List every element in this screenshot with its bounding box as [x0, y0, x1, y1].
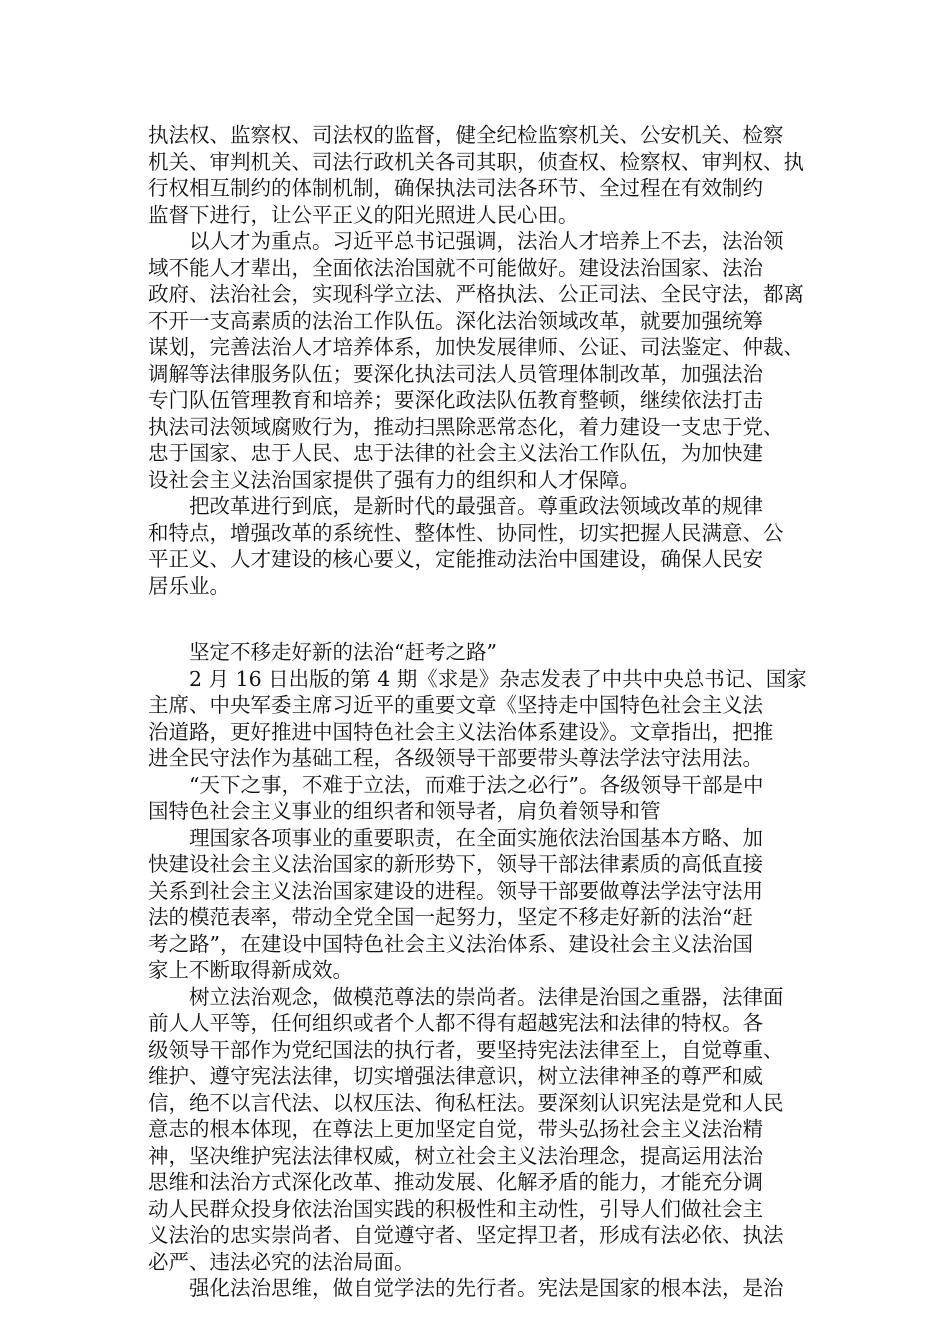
text-line: 思维和法治方式深化改革、推动发展、化解矛盾的能力，才能充分调	[148, 1170, 763, 1194]
text-line: 和特点，增强改革的系统性、整体性、协同性，切实把握人民满意、公	[148, 520, 784, 545]
text-line: 专门队伍管理教育和培养；要深化政法队伍教育整顿，继续依法打击	[148, 388, 763, 412]
text-line: 居乐业。	[148, 573, 230, 598]
text-line: 必严、违法必究的法治局面。	[148, 1249, 415, 1274]
text-line: 把改革进行到底，是新时代的最强音。尊重政法领域改革的规律	[148, 494, 763, 518]
text-line: 2 月 16 日出版的第 4 期《求是》杂志发表了中共中央总书记、国家	[148, 666, 807, 691]
text-line: 进全民守法作为基础工程，各级领导干部要带头尊法学法守法用法。	[148, 746, 763, 770]
text-line: 家上不断取得新成效。	[148, 958, 353, 982]
text-line: 以人才为重点。习近平总书记强调，法治人才培养上不去，法治领	[148, 229, 784, 253]
text-block-2	[148, 666, 807, 1302]
text-line: 神，坚决维护宪法法律权威，树立社会主义法治理念，提高运用法治	[148, 1143, 763, 1168]
text-line: 机关、审判机关、司法行政机关各司其职，侦查权、检察权、审判权、执	[148, 149, 804, 174]
text-line: 强化法治思维，做自觉学法的先行者。宪法是国家的根本法，是治	[148, 1276, 784, 1300]
text-line: 执法权、监察权、司法权的监督，健全纪检监察机关、公安机关、检察	[148, 123, 784, 147]
text-line: 不开一支高素质的法治工作队伍。深化法治领域改革，就要加强统筹	[148, 308, 763, 333]
text-line: 主席、中央军委主席习近平的重要文章《坚持走中国特色社会主义法	[148, 693, 763, 717]
text-line: 维护、遵守宪法法律，切实增强法律意识，树立法律神圣的尊严和威	[148, 1064, 763, 1088]
text-line: 信，绝不以言代法、以权压法、徇私枉法。要深刻认识宪法是党和人民	[148, 1090, 784, 1115]
text-line: 治道路，更好推进中国特色社会主义法治体系建设》。文章指出，把推	[148, 719, 774, 744]
text-line: “天下之事，不难于立法，而难于法之必行”。各级领导干部是中	[148, 772, 764, 797]
text-line: 执法司法领域腐败行为，推动扫黑除恶常态化，着力建设一支忠于党、	[148, 414, 784, 439]
text-line: 意志的根本体现，在尊法上更加坚定自觉，带头弘扬社会主义法治精	[148, 1117, 763, 1141]
text-line: 调解等法律服务队伍；要深化执法司法人员管理体制改革，加强法治	[148, 361, 763, 386]
text-line: 义法治的忠实崇尚者、自觉遵守者、坚定捍卫者，形成有法必依、执法	[148, 1223, 784, 1247]
text-line: 快建设社会主义法治国家的新形势下，领导干部法律素质的高低直接	[148, 852, 763, 876]
text-line: 国特色社会主义事业的组织者和领导者，肩负着领导和管	[148, 799, 661, 823]
text-line: 行权相互制约的体制机制，确保执法司法各环节、全过程在有效制约	[148, 176, 763, 200]
text-line: 动人民群众投身依法治国实践的积极性和主动性，引导人们做社会主	[148, 1196, 763, 1221]
text-line: 忠于国家、忠于人民、忠于法律的社会主义法治工作队伍，为加快建	[148, 441, 763, 465]
paragraph-gap	[148, 599, 800, 639]
document-body	[148, 122, 807, 1302]
text-line: 政府、法治社会，实现科学立法、严格执法、公正司法、全民守法，都离	[148, 282, 804, 306]
text-line: 域不能人才辈出，全面依法治国就不可能做好。建设法治国家、法治	[148, 255, 763, 280]
text-block-1	[148, 122, 804, 599]
text-line: 理国家各项事业的重要职责，在全面实施依法治国基本方略、加	[148, 825, 763, 850]
text-line: 设社会主义法治国家提供了强有力的组织和人才保障。	[148, 467, 640, 492]
text-line: 关系到社会主义法治国家建设的进程。领导干部要做尊法学法守法用	[148, 878, 763, 903]
text-line: 考之路”，在建设中国特色社会主义法治体系、建设社会主义法治国	[148, 931, 753, 956]
text-line: 级领导干部作为党纪国法的执行者，要坚持宪法法律至上，自觉尊重、	[148, 1037, 784, 1062]
text-line: 法的模范表率，带动全党全国一起努力，坚定不移走好新的法治“赶	[148, 905, 753, 929]
section-title: 坚定不移走好新的法治“赶考之路”	[148, 640, 497, 664]
text-line: 树立法治观念，做模范尊法的崇尚者。法律是治国之重器，法律面	[148, 984, 784, 1009]
text-line: 前人人平等，任何组织或者个人都不得有超越宪法和法律的特权。各	[148, 1011, 763, 1035]
text-line: 平正义、人才建设的核心要义，定能推动法治中国建设，确保人民安	[148, 547, 763, 571]
text-line: 监督下进行，让公平正义的阳光照进人民心田。	[148, 202, 579, 227]
text-line: 谋划，完善法治人才培养体系，加快发展律师、公证、司法鉴定、仲裁、	[148, 335, 804, 359]
